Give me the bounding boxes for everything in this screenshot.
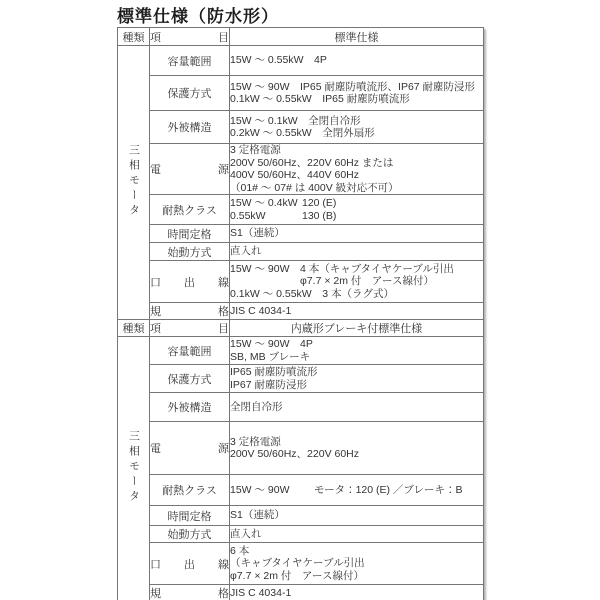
spec-column-header: 内蔵形ブレーキ付標準仕様: [230, 320, 484, 337]
spec-value: 15W ～ 90W 4 本（キャブタイヤケーブル引出 φ7.7 × 2m 付 アース線付） 0.1kW ～ 0.55kW 3 本（ラグ式）: [230, 261, 484, 303]
item-label: 耐熱クラス: [150, 475, 230, 506]
table-row: [118, 195, 484, 225]
item-label: 口出線: [150, 261, 230, 303]
table-row: [118, 526, 484, 543]
spec-value: 直入れ: [230, 526, 484, 543]
kind-column-header: 種類: [118, 28, 150, 46]
item-label: 口出線: [150, 543, 230, 585]
spec-value: 3 定格電源 200V 50/60Hz、220V 60Hz または 400V 50/60Hz、440V 60Hz （01# ～ 07# は 400V 級対応不可）: [230, 144, 484, 195]
spec-value: JIS C 4034-1: [230, 585, 484, 600]
table-row: [118, 76, 484, 111]
item-label: 規格: [150, 585, 230, 600]
spec-value: IP65 耐塵防噴流形 IP67 耐塵防浸形: [230, 365, 484, 393]
table-row: [118, 543, 484, 585]
spec-value: 6 本 （キャブタイヤケーブル引出 φ7.7 × 2m 付 アース線付）: [230, 543, 484, 585]
table-header-row: [118, 320, 484, 337]
table-row: [118, 422, 484, 475]
table-row: [118, 365, 484, 393]
spec-column-header: 標準仕様: [230, 28, 484, 46]
item-label: 保護方式: [150, 365, 230, 393]
spec-value: 15W ～ 0.4kW 120 (E) 0.55kW 130 (B): [230, 195, 484, 225]
item-label: 容量範囲: [150, 46, 230, 76]
table-row: [118, 225, 484, 243]
kind-cell: [118, 46, 150, 320]
table-row: [118, 585, 484, 600]
spec-value: 15W ～ 0.55kW 4P: [230, 46, 484, 76]
page-title: 標準仕様（防水形）: [117, 7, 279, 26]
spec-value: 直入れ: [230, 243, 484, 261]
spec-value: 15W ～ 90W IP65 耐塵防噴流形、IP67 耐塵防浸形 0.1kW ～ 0.55kW IP65 耐塵防噴流形: [230, 76, 484, 111]
kind-vertical-label: 三相モータ: [127, 143, 140, 219]
item-label: 始動方式: [150, 526, 230, 543]
item-label: 始動方式: [150, 243, 230, 261]
table-row: [118, 111, 484, 144]
table-row: [118, 303, 484, 320]
kind-column-header: 種類: [118, 320, 150, 337]
item-label: 規格: [150, 303, 230, 320]
spec-value: 全閉自冷形: [230, 393, 484, 422]
table-row: [118, 506, 484, 526]
item-label: 保護方式: [150, 76, 230, 111]
spec-value: 15W ～ 0.1kW 全閉自冷形 0.2kW ～ 0.55kW 全閉外扇形: [230, 111, 484, 144]
item-column-header: 項目: [150, 28, 230, 46]
item-column-header: 項目: [150, 320, 230, 337]
spec-value: 15W ～ 90W モータ：120 (E) ／ブレーキ：B: [230, 475, 484, 506]
table-row: [118, 144, 484, 195]
kind-vertical-label: 三相モータ: [127, 430, 140, 505]
table-row: [118, 475, 484, 506]
table-row: [118, 261, 484, 303]
item-label: 耐熱クラス: [150, 195, 230, 225]
spec-value: 15W ～ 90W 4P SB, MB ブレーキ: [230, 337, 484, 365]
spec-table: [117, 27, 484, 600]
item-label: 電源: [150, 144, 230, 195]
spec-value: S1（連続）: [230, 225, 484, 243]
spec-value: S1（連続）: [230, 506, 484, 526]
item-label: 容量範囲: [150, 337, 230, 365]
item-label: 電源: [150, 422, 230, 475]
table-row: [118, 393, 484, 422]
item-label: 時間定格: [150, 506, 230, 526]
table-row: [118, 243, 484, 261]
table-header-row: [118, 28, 484, 46]
spec-value: 3 定格電源 200V 50/60Hz、220V 60Hz: [230, 422, 484, 475]
item-label: 時間定格: [150, 225, 230, 243]
item-label: 外被構造: [150, 111, 230, 144]
table-row: [118, 46, 484, 76]
table-row: [118, 337, 484, 365]
item-label: 外被構造: [150, 393, 230, 422]
spec-value: JIS C 4034-1: [230, 303, 484, 320]
kind-cell: [118, 337, 150, 600]
